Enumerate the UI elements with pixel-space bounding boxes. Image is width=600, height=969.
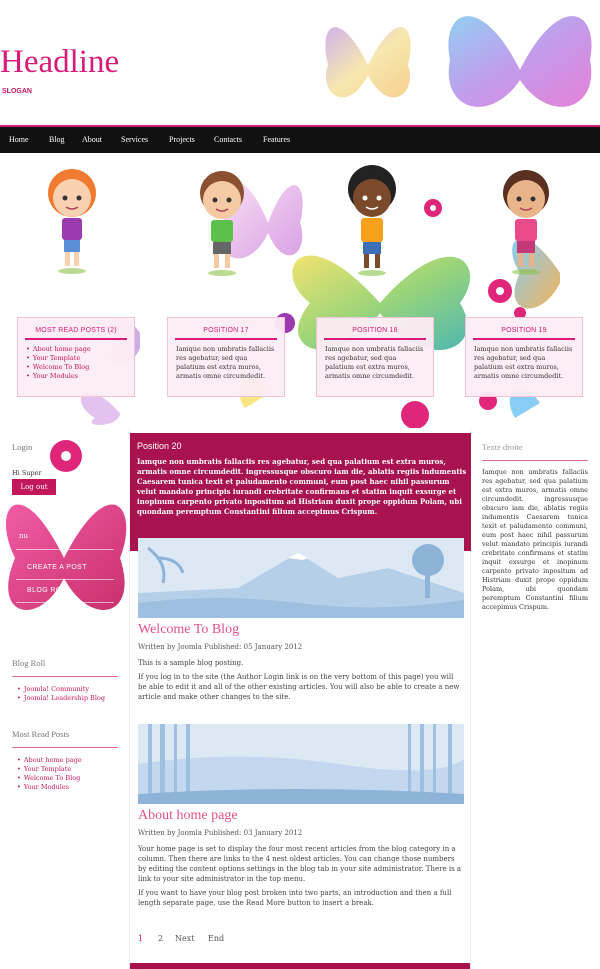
divider	[16, 549, 114, 550]
nav-item-projects[interactable]: Projects	[169, 135, 195, 144]
module-text: Iamque non umbratis fallaciis res agebatur, sed qua palatium est extra muros, armatis omne circumdedit. ingressusque obscuro iam die, ablatis regiis indumentis Caesarem tunica texit et paludamento communi, eum post haec nihil passurum velut mandato principis iurandi crebritate confirmans et statim inquit exsurge et inopinum carpento privato inpositum ad Histriam duxit prope oppidum Polam, ubi quondam peremptum Constantini filium accepimus Crispum.	[482, 468, 588, 611]
site-slogan: SLOGAN	[2, 88, 32, 95]
article-paragraph: If you log in to the site (the Author Login link is on the very bottom of this page) you will be able to edit it and all of the other existing articles. You will also be able to create a new article and make other changes to the site.	[138, 673, 460, 701]
divider	[12, 676, 118, 677]
nav-item-services[interactable]: Services	[121, 135, 149, 144]
list-item-link[interactable]: • About home page	[26, 345, 126, 354]
nav-item-contacts[interactable]: Contacts	[214, 135, 242, 144]
butterfly-illustration	[0, 428, 128, 628]
module-title: Texte droite	[482, 442, 523, 452]
position-19-module	[465, 317, 583, 397]
main-navigation	[0, 125, 600, 153]
pagination-end[interactable]: End	[208, 934, 225, 943]
site-header	[0, 0, 600, 125]
pagination-next[interactable]: Next	[175, 934, 195, 943]
user-menu-title: nu	[19, 532, 29, 540]
module-title: POSITION 17	[203, 327, 249, 334]
divider	[16, 602, 114, 603]
list-item-link[interactable]: • About home page	[17, 756, 82, 765]
article-meta: Written by Joomla Published: 03 January 2012	[138, 829, 303, 837]
butterfly-illustration	[440, 0, 600, 125]
divider	[324, 338, 426, 340]
article-title[interactable]: About home page	[138, 808, 238, 823]
article-image	[138, 724, 464, 804]
site-headline: Headline	[0, 44, 120, 80]
nav-item-about[interactable]: About	[82, 135, 102, 144]
article-meta: Written by Joomla Published: 05 January 2012	[138, 643, 303, 651]
greeting-text: Hi Super	[12, 469, 42, 477]
list-item-link[interactable]: • Welcome To Blog	[26, 363, 126, 372]
divider	[25, 338, 127, 340]
most-read-list	[17, 756, 82, 792]
nav-item-features[interactable]: Features	[263, 135, 291, 144]
list-item-link[interactable]: • Your Modules	[26, 372, 126, 381]
list-item-link[interactable]: • Your Template	[26, 354, 126, 363]
logout-button[interactable]: Log out	[12, 479, 56, 495]
menu-create-post[interactable]: CREATE A POST	[27, 564, 87, 571]
link-list	[18, 345, 134, 381]
position-20-module	[130, 433, 471, 551]
pagination-page-1[interactable]: 1	[138, 934, 144, 943]
module-text: Iamque non umbratis fallaciis res agebatur, sed qua palatium est extra muros, armatis omne circumdedit. ingressusque obscuro iam die, ablatis regiis indumentis Caesarem tunica texit et paludamento communi, eum post haec nihil passurum velut mandato principis iurandi crebritate confirmans et statim inquit exsurge et inopinum carpento privato inpositum ad Histriam duxit prope oppidum Polam, ubi quondam peremptum Constantini filium accepimus Crispum.	[137, 457, 467, 516]
divider	[12, 747, 118, 748]
module-text: Iamque non umbratis fallaciis res agebatur, sed qua palatium est extra muros, armatis omne circumdedit.	[325, 345, 424, 380]
position-17-module	[167, 317, 285, 397]
main-content	[129, 428, 471, 969]
menu-blog-roll[interactable]: BLOG ROLL	[27, 587, 71, 594]
blog-roll-title: Blog Roll	[12, 658, 46, 668]
list-item-link[interactable]: • Joomla! Community	[17, 685, 105, 694]
module-title: MOST READ POSTS (2)	[35, 327, 117, 334]
nav-item-blog[interactable]: Blog	[49, 135, 65, 144]
position-18-module	[316, 317, 434, 397]
pagination-page-2[interactable]: 2	[158, 934, 164, 943]
module-title: POSITION 19	[501, 327, 547, 334]
module-title: POSITION 18	[352, 327, 398, 334]
left-sidebar	[0, 428, 128, 969]
most-read-posts-module	[17, 317, 135, 397]
divider	[175, 338, 277, 340]
list-item-link[interactable]: • Your Modules	[17, 783, 82, 792]
module-text: Iamque non umbratis fallaciis res agebatur, sed qua palatium est extra muros, armatis omne circumdedit.	[176, 345, 275, 380]
divider	[482, 460, 588, 461]
blog-roll-list	[17, 685, 105, 703]
article-paragraph: Your home page is set to display the four most recent articles from the blog category in a column. Then there are links to the 4 nest oldest articles. You can change those numbers by editing the content options settings in the blog tab in your site administrator. There is a link to your site administrator in the top menu.	[138, 845, 462, 883]
nav-item-home[interactable]: Home	[9, 125, 29, 151]
butterfly-illustration	[318, 5, 418, 125]
article-title[interactable]: Welcome To Blog	[138, 622, 240, 637]
article-paragraph: This is a sample blog posting.	[138, 659, 244, 667]
module-title: Position 20	[137, 441, 182, 451]
divider	[473, 338, 575, 340]
most-read-title: Most Read Posts	[12, 729, 70, 739]
article-image	[138, 538, 464, 618]
list-item-link[interactable]: • Welcome To Blog	[17, 774, 82, 783]
article-paragraph: If you want to have your blog post broken into two parts, an introduction and then a full length separate page, use the Read More button to insert a break.	[138, 889, 452, 907]
divider	[16, 579, 114, 580]
list-item-link[interactable]: • Your Template	[17, 765, 82, 774]
module-text: Iamque non umbratis fallaciis res agebatur, sed qua palatium est extra muros, armatis omne circumdedit.	[474, 345, 573, 380]
right-sidebar	[472, 428, 600, 969]
footer-bar	[130, 963, 470, 969]
menu-working-on-site[interactable]: WORKING ON SITE	[27, 611, 98, 618]
login-title: Login	[12, 442, 33, 452]
list-item-link[interactable]: • Joomla! Leadership Blog	[17, 694, 105, 703]
